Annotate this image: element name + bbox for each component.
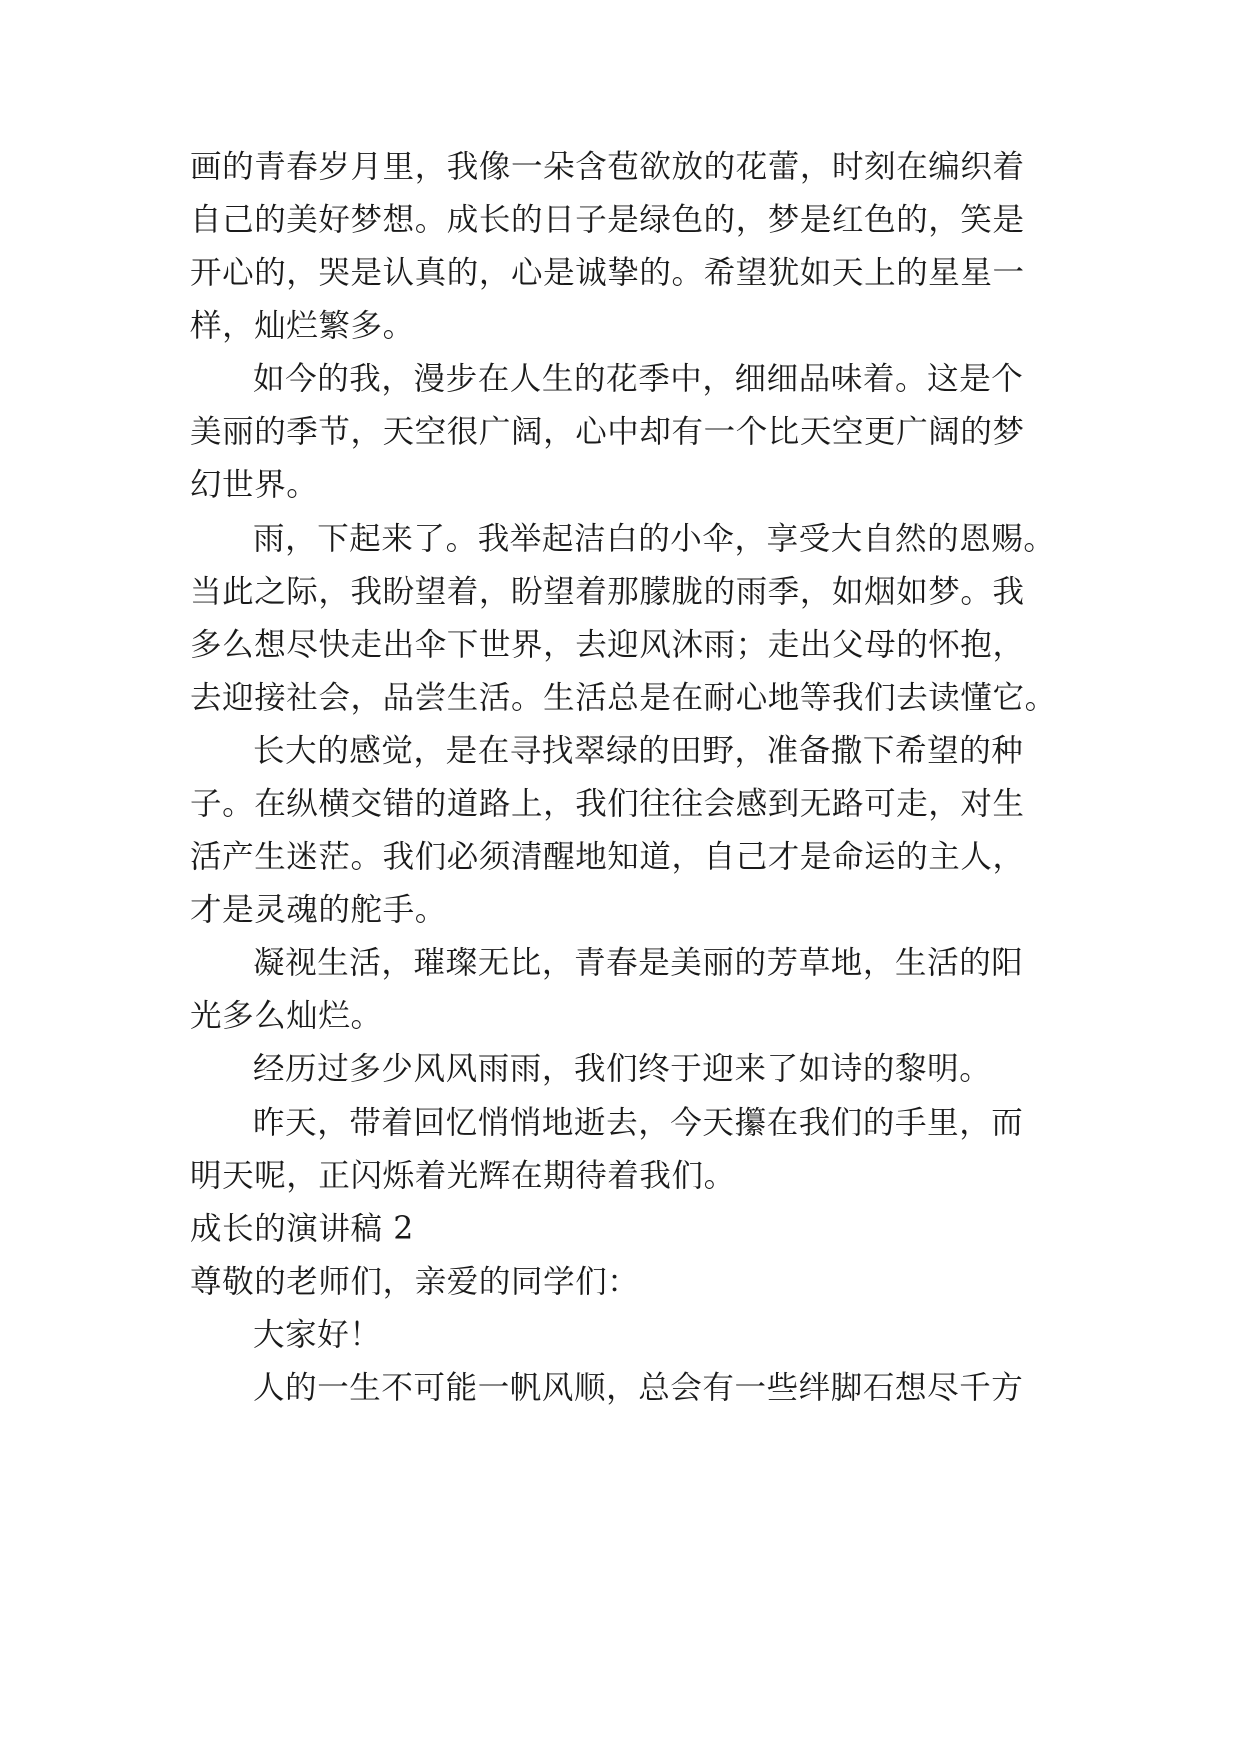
text-line: 活产生迷茫。我们必须清醒地知道，自己才是命运的主人， — [190, 839, 1025, 875]
greeting-line: 大家好！ — [253, 1317, 382, 1353]
text-line: 自己的美好梦想。成长的日子是绿色的，梦是红色的，笑是 — [190, 202, 1025, 238]
text-line: 长大的感觉，是在寻找翠绿的田野，准备撒下希望的种 — [253, 733, 1024, 769]
text-line: 幻世界。 — [190, 467, 319, 503]
text-line: 子。在纵横交错的道路上，我们往往会感到无路可走，对生 — [190, 786, 1025, 822]
text-line: 如今的我，漫步在人生的花季中，细细品味着。这是个 — [253, 361, 1024, 397]
text-line: 开心的，哭是认真的，心是诚挚的。希望犹如天上的星星一 — [190, 255, 1025, 291]
salutation-line: 尊敬的老师们，亲爱的同学们： — [190, 1264, 640, 1300]
text-line: 当此之际，我盼望着，盼望着那朦胧的雨季，如烟如梦。我 — [190, 574, 1025, 610]
text-line: 去迎接社会，品尝生活。生活总是在耐心地等我们去读懂它。 — [190, 680, 1057, 716]
text-line: 经历过多少风风雨雨，我们终于迎来了如诗的黎明。 — [253, 1051, 992, 1087]
text-line: 人的一生不可能一帆风顺，总会有一些绊脚石想尽千方 — [253, 1370, 1024, 1406]
text-line: 多么想尽快走出伞下世界，去迎风沐雨；走出父母的怀抱， — [190, 627, 1025, 663]
text-line: 美丽的季节，天空很广阔，心中却有一个比天空更广阔的梦 — [190, 414, 1025, 450]
text-line: 昨天，带着回忆悄悄地逝去，今天攥在我们的手里，而 — [253, 1105, 1024, 1141]
text-line: 凝视生活，璀璨无比，青春是美丽的芳草地，生活的阳 — [253, 945, 1024, 981]
text-line: 雨，下起来了。我举起洁白的小伞，享受大自然的恩赐。 — [253, 521, 1056, 557]
text-line: 画的青春岁月里，我像一朵含苞欲放的花蕾，时刻在编织着 — [190, 149, 1025, 185]
text-line: 样，灿烂繁多。 — [190, 308, 415, 344]
section-heading: 成长的演讲稿 2 — [190, 1211, 414, 1247]
text-line: 明天呢，正闪烁着光辉在期待着我们。 — [190, 1158, 736, 1194]
text-line: 光多么灿烂。 — [190, 998, 383, 1034]
text-line: 才是灵魂的舵手。 — [190, 892, 447, 928]
